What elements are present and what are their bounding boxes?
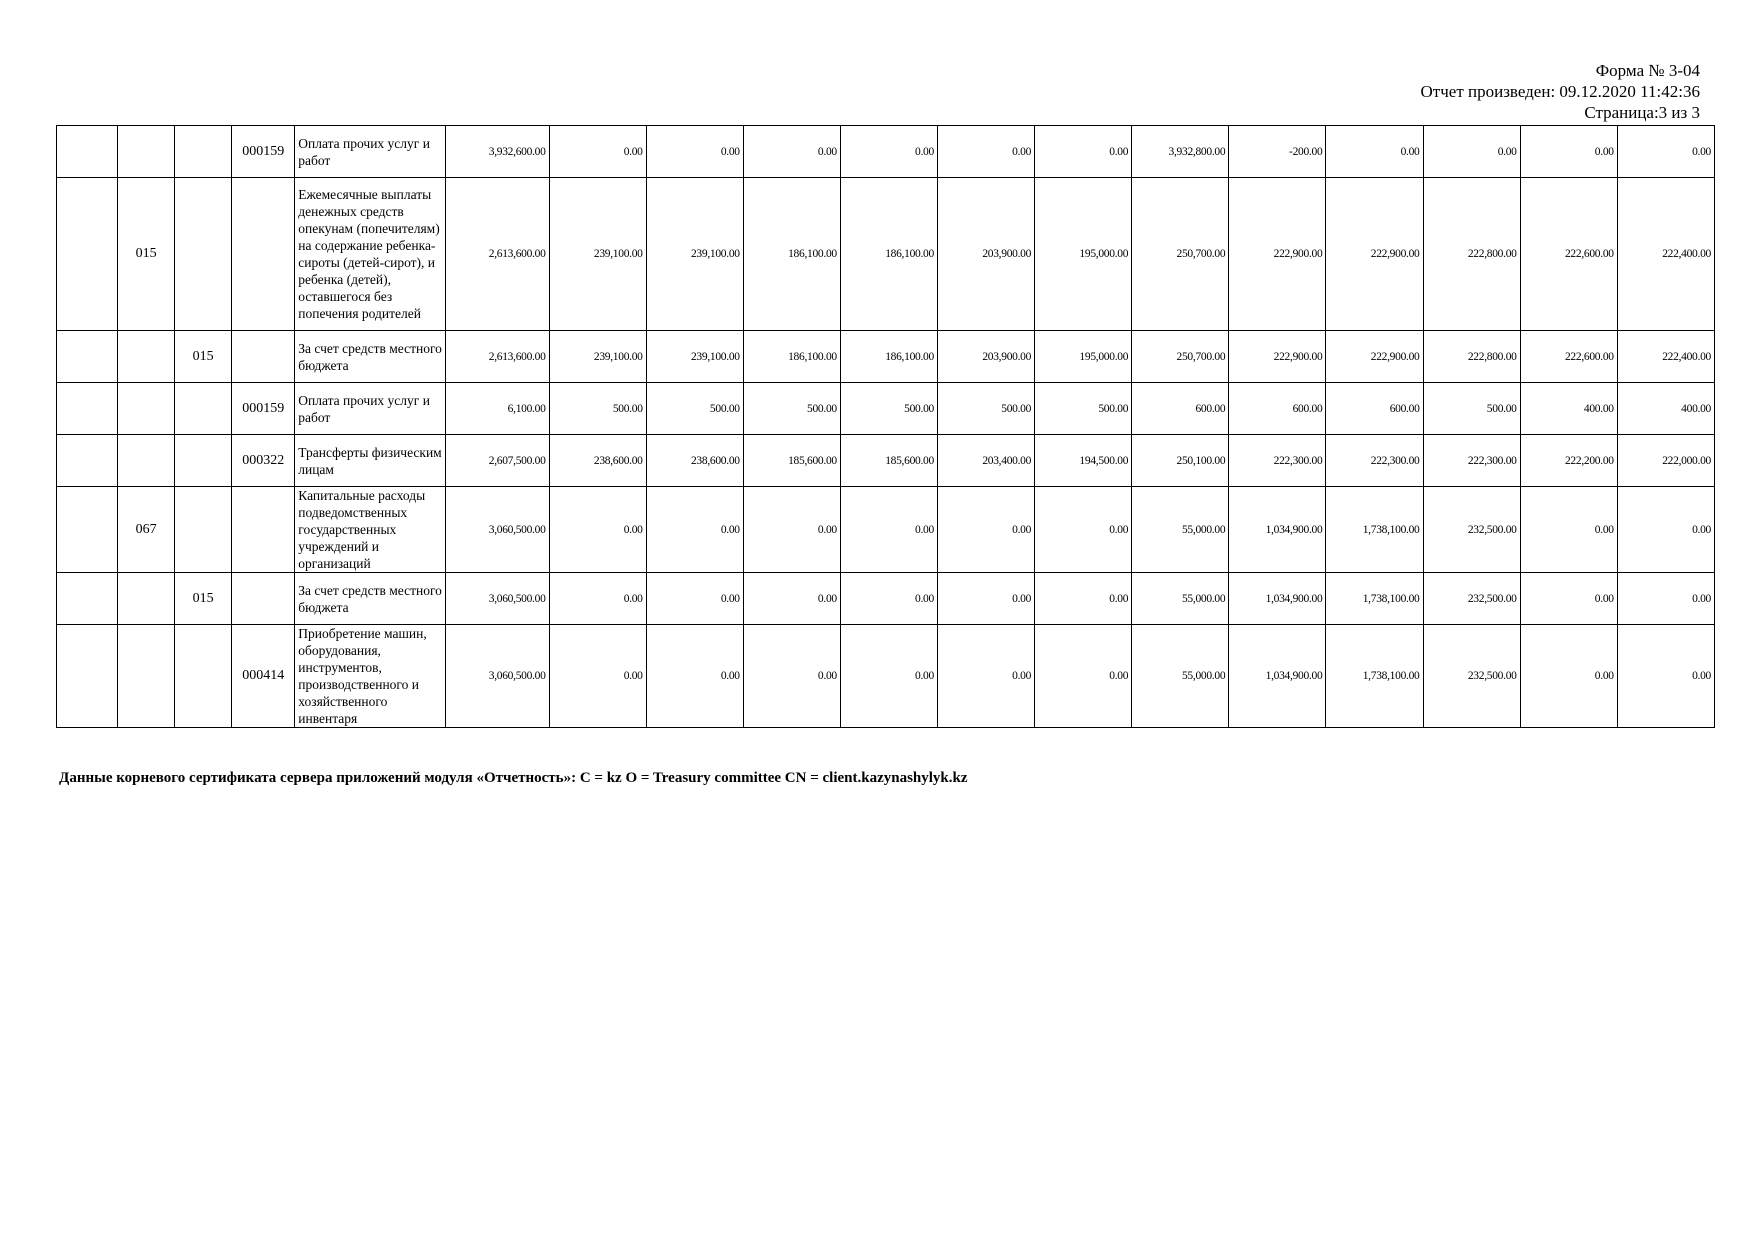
code-cell-1 [57, 383, 118, 435]
code-cell-1 [57, 487, 118, 573]
amount-cell: 0.00 [549, 126, 646, 178]
amount-cell: 185,600.00 [840, 435, 937, 487]
amount-cell: 2,607,500.00 [446, 435, 549, 487]
amount-cell: 0.00 [646, 573, 743, 625]
code-cell-3 [175, 625, 232, 728]
amount-cell: 0.00 [1617, 487, 1714, 573]
amount-cell: 3,060,500.00 [446, 573, 549, 625]
amount-cell: 55,000.00 [1132, 573, 1229, 625]
amount-cell: 186,100.00 [840, 178, 937, 331]
report-header [1421, 60, 1700, 123]
amount-cell: 0.00 [1617, 573, 1714, 625]
table-row [57, 487, 1715, 573]
code-cell-2 [118, 331, 175, 383]
item-name-cell: Капитальные расходы подведомственных государственных учреждений и организаций [295, 487, 446, 573]
amount-cell: 6,100.00 [446, 383, 549, 435]
amount-cell: 2,613,600.00 [446, 331, 549, 383]
amount-cell: 0.00 [549, 573, 646, 625]
amount-cell: 232,500.00 [1423, 625, 1520, 728]
item-name-cell: Оплата прочих услуг и работ [295, 126, 446, 178]
item-name-cell: Приобретение машин, оборудования, инструментов, производственного и хозяйственного инвентаря [295, 625, 446, 728]
page-number: Страница:3 из 3 [1584, 103, 1700, 122]
amount-cell: -200.00 [1229, 126, 1326, 178]
amount-cell: 0.00 [1423, 126, 1520, 178]
amount-cell: 0.00 [1035, 625, 1132, 728]
code-cell-1 [57, 573, 118, 625]
amount-cell: 222,900.00 [1326, 178, 1423, 331]
amount-cell: 239,100.00 [646, 331, 743, 383]
amount-cell: 400.00 [1617, 383, 1714, 435]
amount-cell: 0.00 [646, 625, 743, 728]
amount-cell: 0.00 [937, 126, 1034, 178]
amount-cell: 222,300.00 [1326, 435, 1423, 487]
code-cell-2: 015 [118, 178, 175, 331]
amount-cell: 500.00 [549, 383, 646, 435]
amount-cell: 0.00 [1326, 126, 1423, 178]
amount-cell: 400.00 [1520, 383, 1617, 435]
amount-cell: 0.00 [646, 487, 743, 573]
amount-cell: 0.00 [549, 625, 646, 728]
root-certificate-info: Данные корневого сертификата сервера приложений модуля «Отчетность»: C = kz O = Treasury committee CN = client.kazynashylyk.kz [59, 770, 968, 786]
amount-cell: 222,800.00 [1423, 178, 1520, 331]
table-row [57, 178, 1715, 331]
code-cell-3 [175, 435, 232, 487]
code-cell-4: 000159 [232, 383, 295, 435]
amount-cell: 500.00 [1035, 383, 1132, 435]
code-cell-1 [57, 178, 118, 331]
item-name-cell: За счет средств местного бюджета [295, 573, 446, 625]
amount-cell: 0.00 [1520, 126, 1617, 178]
table-row [57, 573, 1715, 625]
code-cell-1 [57, 331, 118, 383]
amount-cell: 0.00 [1035, 487, 1132, 573]
code-cell-3 [175, 126, 232, 178]
amount-cell: 222,600.00 [1520, 331, 1617, 383]
amount-cell: 500.00 [1423, 383, 1520, 435]
amount-cell: 1,034,900.00 [1229, 625, 1326, 728]
table-row [57, 435, 1715, 487]
amount-cell: 1,034,900.00 [1229, 487, 1326, 573]
code-cell-3 [175, 178, 232, 331]
code-cell-3: 015 [175, 331, 232, 383]
amount-cell: 222,400.00 [1617, 331, 1714, 383]
amount-cell: 0.00 [840, 573, 937, 625]
amount-cell: 195,000.00 [1035, 331, 1132, 383]
amount-cell: 222,200.00 [1520, 435, 1617, 487]
amount-cell: 0.00 [743, 573, 840, 625]
table-row [57, 383, 1715, 435]
amount-cell: 3,060,500.00 [446, 625, 549, 728]
code-cell-3: 015 [175, 573, 232, 625]
amount-cell: 203,900.00 [937, 331, 1034, 383]
amount-cell: 0.00 [1617, 126, 1714, 178]
amount-cell: 0.00 [1035, 126, 1132, 178]
code-cell-4: 000159 [232, 126, 295, 178]
amount-cell: 195,000.00 [1035, 178, 1132, 331]
code-cell-4 [232, 573, 295, 625]
code-cell-4: 000322 [232, 435, 295, 487]
code-cell-4 [232, 487, 295, 573]
amount-cell: 239,100.00 [549, 331, 646, 383]
code-cell-3 [175, 383, 232, 435]
amount-cell: 232,500.00 [1423, 573, 1520, 625]
amount-cell: 1,034,900.00 [1229, 573, 1326, 625]
code-cell-3 [175, 487, 232, 573]
amount-cell: 185,600.00 [743, 435, 840, 487]
amount-cell: 0.00 [840, 625, 937, 728]
amount-cell: 222,900.00 [1229, 178, 1326, 331]
amount-cell: 250,700.00 [1132, 331, 1229, 383]
amount-cell: 0.00 [743, 487, 840, 573]
form-number: Форма № 3-04 [1595, 61, 1700, 80]
amount-cell: 222,000.00 [1617, 435, 1714, 487]
amount-cell: 186,100.00 [743, 178, 840, 331]
table-row [57, 126, 1715, 178]
amount-cell: 55,000.00 [1132, 487, 1229, 573]
amount-cell: 0.00 [743, 625, 840, 728]
item-name-cell: Трансферты физическим лицам [295, 435, 446, 487]
amount-cell: 239,100.00 [646, 178, 743, 331]
amount-cell: 222,600.00 [1520, 178, 1617, 331]
amount-cell: 186,100.00 [840, 331, 937, 383]
amount-cell: 232,500.00 [1423, 487, 1520, 573]
amount-cell: 222,900.00 [1229, 331, 1326, 383]
amount-cell: 186,100.00 [743, 331, 840, 383]
amount-cell: 0.00 [549, 487, 646, 573]
amount-cell: 250,700.00 [1132, 178, 1229, 331]
amount-cell: 1,738,100.00 [1326, 625, 1423, 728]
item-name-cell: За счет средств местного бюджета [295, 331, 446, 383]
report-table-body [57, 126, 1715, 728]
amount-cell: 600.00 [1326, 383, 1423, 435]
amount-cell: 0.00 [840, 126, 937, 178]
amount-cell: 500.00 [937, 383, 1034, 435]
amount-cell: 238,600.00 [646, 435, 743, 487]
code-cell-2 [118, 573, 175, 625]
amount-cell: 0.00 [937, 487, 1034, 573]
table-row [57, 625, 1715, 728]
amount-cell: 222,900.00 [1326, 331, 1423, 383]
table-row [57, 331, 1715, 383]
amount-cell: 222,300.00 [1229, 435, 1326, 487]
code-cell-4 [232, 331, 295, 383]
amount-cell: 0.00 [937, 573, 1034, 625]
amount-cell: 222,800.00 [1423, 331, 1520, 383]
amount-cell: 0.00 [1617, 625, 1714, 728]
amount-cell: 500.00 [743, 383, 840, 435]
amount-cell: 1,738,100.00 [1326, 487, 1423, 573]
amount-cell: 222,400.00 [1617, 178, 1714, 331]
amount-cell: 250,100.00 [1132, 435, 1229, 487]
budget-report-table [56, 125, 1715, 728]
amount-cell: 500.00 [646, 383, 743, 435]
amount-cell: 203,400.00 [937, 435, 1034, 487]
code-cell-1 [57, 625, 118, 728]
code-cell-1 [57, 435, 118, 487]
amount-cell: 0.00 [646, 126, 743, 178]
amount-cell: 0.00 [1035, 573, 1132, 625]
item-name-cell: Ежемесячные выплаты денежных средств опекунам (попечителям) на содержание ребенка-сироты (детей-сирот), и ребенка (детей), оставшегося без попечения родителей [295, 178, 446, 331]
amount-cell: 0.00 [840, 487, 937, 573]
amount-cell: 2,613,600.00 [446, 178, 549, 331]
code-cell-4: 000414 [232, 625, 295, 728]
amount-cell: 0.00 [743, 126, 840, 178]
amount-cell: 0.00 [1520, 573, 1617, 625]
amount-cell: 600.00 [1229, 383, 1326, 435]
amount-cell: 0.00 [1520, 625, 1617, 728]
code-cell-2 [118, 126, 175, 178]
code-cell-1 [57, 126, 118, 178]
amount-cell: 194,500.00 [1035, 435, 1132, 487]
amount-cell: 0.00 [1520, 487, 1617, 573]
code-cell-2 [118, 625, 175, 728]
amount-cell: 203,900.00 [937, 178, 1034, 331]
amount-cell: 222,300.00 [1423, 435, 1520, 487]
amount-cell: 1,738,100.00 [1326, 573, 1423, 625]
amount-cell: 0.00 [937, 625, 1034, 728]
amount-cell: 238,600.00 [549, 435, 646, 487]
amount-cell: 3,932,800.00 [1132, 126, 1229, 178]
amount-cell: 239,100.00 [549, 178, 646, 331]
amount-cell: 3,060,500.00 [446, 487, 549, 573]
item-name-cell: Оплата прочих услуг и работ [295, 383, 446, 435]
report-generated-timestamp: Отчет произведен: 09.12.2020 11:42:36 [1420, 82, 1700, 101]
amount-cell: 3,932,600.00 [446, 126, 549, 178]
code-cell-2 [118, 383, 175, 435]
amount-cell: 600.00 [1132, 383, 1229, 435]
amount-cell: 55,000.00 [1132, 625, 1229, 728]
code-cell-2: 067 [118, 487, 175, 573]
amount-cell: 500.00 [840, 383, 937, 435]
code-cell-4 [232, 178, 295, 331]
code-cell-2 [118, 435, 175, 487]
